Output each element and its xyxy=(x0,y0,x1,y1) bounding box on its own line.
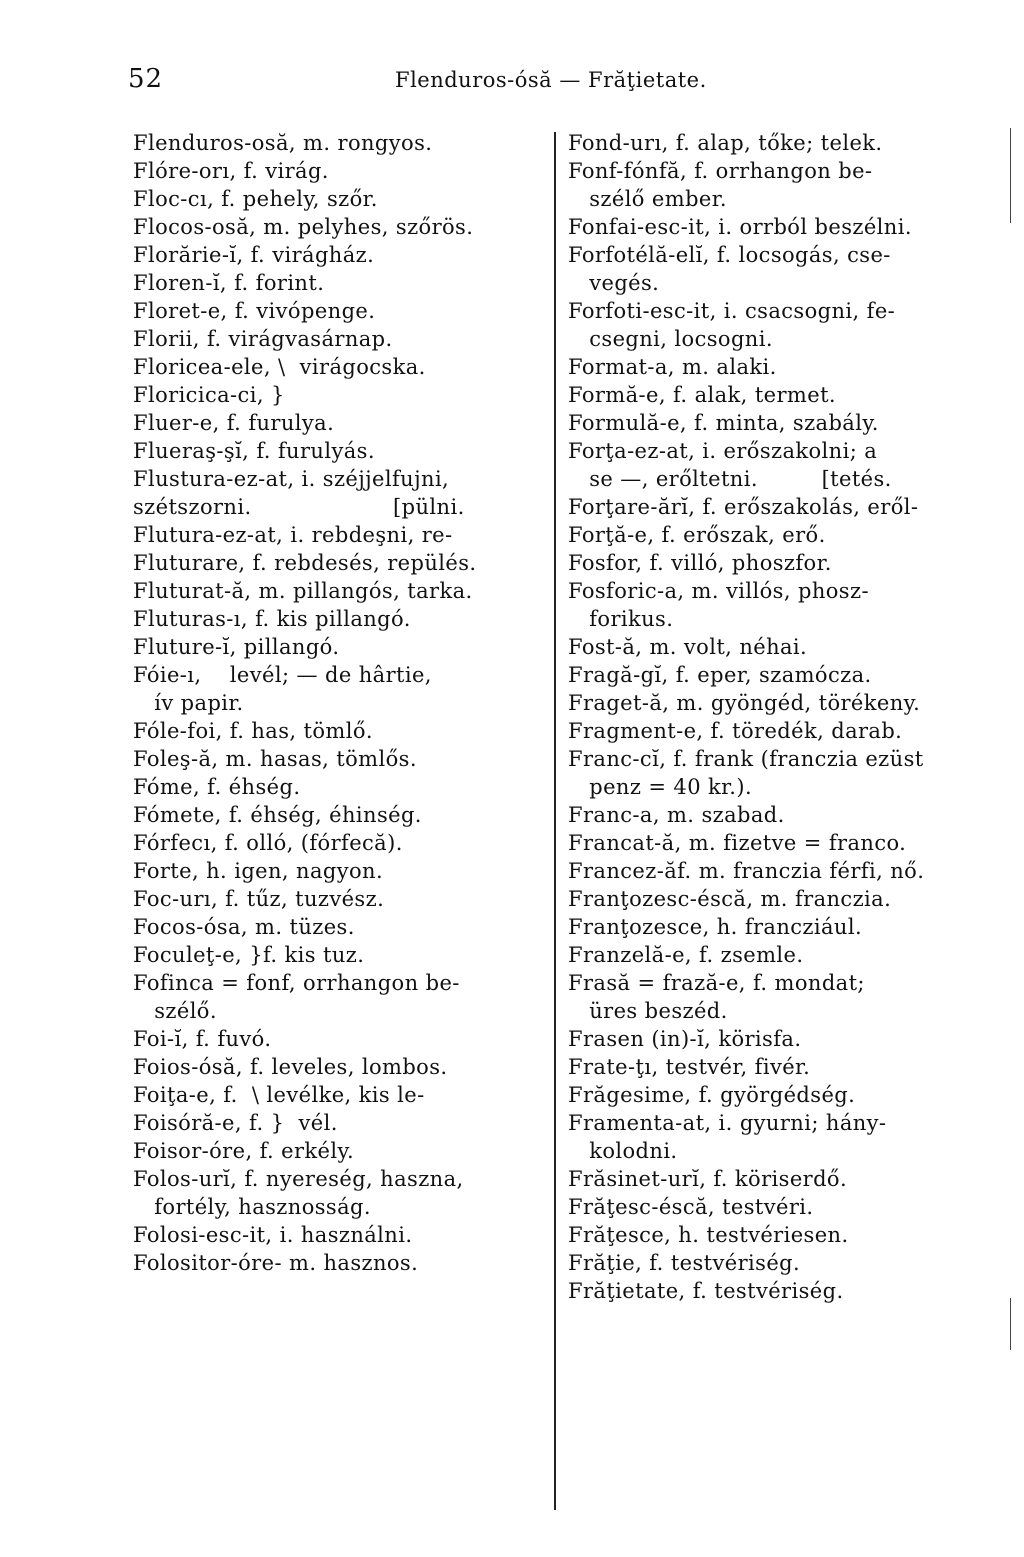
column-divider xyxy=(554,132,556,1510)
dictionary-entry-line: szélő ember. xyxy=(568,187,727,211)
dictionary-entry-line: Forte, h. igen, nagyon. xyxy=(133,859,384,883)
dictionary-entry-line: Fluer-e, f. furulya. xyxy=(133,411,335,435)
dictionary-entry-line: Frăţesce, h. testvériesen. xyxy=(568,1223,849,1247)
dictionary-entry-line: Fluturare, f. rebdesés, repülés. xyxy=(133,551,477,575)
dictionary-entry-line: Frăţesc-éscă, testvéri. xyxy=(568,1195,814,1219)
dictionary-entry-line: vegés. xyxy=(568,271,660,295)
dictionary-entry-line: Franţozesc-éscă, m. franczia. xyxy=(568,887,892,911)
dictionary-entry-line: Fómete, f. éhség, éhinség. xyxy=(133,803,422,827)
dictionary-entry-line: Foleş-ă, m. hasas, tömlős. xyxy=(133,747,417,771)
dictionary-entry-line: Foisóră-e, f. } vél. xyxy=(133,1111,338,1135)
dictionary-entry-line: Fragă-gĭ, f. eper, szamócza. xyxy=(568,663,872,687)
dictionary-entry-line: kolodni. xyxy=(568,1139,678,1163)
dictionary-entry-line: szétszorni. [pülni. xyxy=(133,495,465,519)
dictionary-entry-line: Flóre-orı, f. virág. xyxy=(133,159,329,183)
dictionary-entry-line: Fluture-ĭ, pillangó. xyxy=(133,635,340,659)
edge-mark xyxy=(1010,1298,1012,1350)
dictionary-entry-line: Fóme, f. éhség. xyxy=(133,775,301,799)
edge-mark xyxy=(1010,128,1012,223)
dictionary-entry-line: Frate-ţı, testvér, fivér. xyxy=(568,1055,811,1079)
dictionary-entry-line: Fosforic-a, m. villós, phosz- xyxy=(568,579,869,603)
dictionary-entry-line: fortély, hasznosság. xyxy=(133,1195,371,1219)
dictionary-entry-line: Frasă = frază-e, f. mondat; xyxy=(568,971,865,995)
dictionary-entry-line: Frăgesime, f. györgédség. xyxy=(568,1083,856,1107)
dictionary-entry-line: Fonf-fónfă, f. orrhangon be- xyxy=(568,159,873,183)
dictionary-entry-line: Formulă-e, f. minta, szabály. xyxy=(568,411,879,435)
dictionary-entry-line: Flustura-ez-at, i. széjjelfujni, xyxy=(133,467,450,491)
dictionary-entry-line: Fofinca = fonf, orrhangon be- xyxy=(133,971,460,995)
dictionary-entry-line: Francat-ă, m. fizetve = franco. xyxy=(568,831,907,855)
dictionary-entry-line: Fórfecı, f. olló, (fórfecă). xyxy=(133,831,403,855)
dictionary-entry-line: Florărie-ĭ, f. virágház. xyxy=(133,243,375,267)
dictionary-entry-line: Fraget-ă, m. gyöngéd, törékeny. xyxy=(568,691,921,715)
dictionary-entry-line: Flueraş-şĭ, f. furulyás. xyxy=(133,439,375,463)
dictionary-entry-line: Fluturas-ı, f. kis pillangó. xyxy=(133,607,411,631)
dictionary-entry-line: Flocos-osă, m. pelyhes, szőrös. xyxy=(133,215,474,239)
dictionary-entry-line: penz = 40 kr.). xyxy=(568,775,753,799)
dictionary-entry-line: Floricica-ci, } xyxy=(133,383,285,407)
dictionary-entry-line: Franc-cĭ, f. frank (franczia ezüst xyxy=(568,747,924,771)
dictionary-entry-line: Fluturat-ă, m. pillangós, tarka. xyxy=(133,579,473,603)
dictionary-entry-line: forikus. xyxy=(568,607,674,631)
page-number: 52 xyxy=(128,64,164,94)
right-column xyxy=(568,129,988,1305)
dictionary-entry-line: Frăţietate, f. testvériség. xyxy=(568,1279,844,1303)
dictionary-entry-line: csegni, locsogni. xyxy=(568,327,773,351)
dictionary-entry-line: Fosfor, f. villó, phoszfor. xyxy=(568,551,832,575)
dictionary-entry-line: Fragment-e, f. töredék, darab. xyxy=(568,719,903,743)
dictionary-entry-line: Foios-ósă, f. leveles, lombos. xyxy=(133,1055,448,1079)
dictionary-entry-line: Foiţa-e, f. \ levélke, kis le- xyxy=(133,1083,425,1107)
dictionary-entry-line: Folositor-óre- m. hasznos. xyxy=(133,1251,419,1275)
running-head: Flenduros-ósă — Frăţietate. xyxy=(395,68,707,92)
dictionary-entry-line: Folos-urĭ, f. nyereség, haszna, xyxy=(133,1167,464,1191)
dictionary-entry-line: szélő. xyxy=(133,999,217,1023)
dictionary-entry-line: Framenta-at, i. gyurni; hány- xyxy=(568,1111,887,1135)
dictionary-entry-line: Forfotélă-elĭ, f. locsogás, cse- xyxy=(568,243,891,267)
dictionary-entry-line: Floricea-ele, \ virágocska. xyxy=(133,355,426,379)
dictionary-entry-line: Franc-a, m. szabad. xyxy=(568,803,785,827)
dictionary-entry-line: Floren-ĭ, f. forint. xyxy=(133,271,325,295)
dictionary-entry-line: Forfoti-esc-it, i. csacsogni, fe- xyxy=(568,299,896,323)
dictionary-entry-line: Floret-e, f. vivópenge. xyxy=(133,299,376,323)
dictionary-entry-line: Foi-ĭ, f. fuvó. xyxy=(133,1027,272,1051)
dictionary-entry-line: Florii, f. virágvasárnap. xyxy=(133,327,393,351)
dictionary-entry-line: Fonfai-esc-it, i. orrból beszélni. xyxy=(568,215,912,239)
dictionary-entry-line: Franzelă-e, f. zsemle. xyxy=(568,943,804,967)
dictionary-entry-line: Flenduros-osă, m. rongyos. xyxy=(133,131,433,155)
dictionary-entry-line: se —, erőltetni. [tetés. xyxy=(568,467,892,491)
dictionary-entry-line: Fost-ă, m. volt, néhai. xyxy=(568,635,808,659)
dictionary-entry-line: Frăsinet-urĭ, f. köriserdő. xyxy=(568,1167,848,1191)
dictionary-entry-line: Foculeţ-e, }f. kis tuz. xyxy=(133,943,365,967)
dictionary-entry-line: Focos-ósa, m. tüzes. xyxy=(133,915,355,939)
left-column xyxy=(133,129,553,1277)
dictionary-entry-line: üres beszéd. xyxy=(568,999,728,1023)
dictionary-entry-line: Format-a, m. alaki. xyxy=(568,355,777,379)
dictionary-entry-line: Fóle-foi, f. has, tömlő. xyxy=(133,719,373,743)
dictionary-entry-line: Formă-e, f. alak, termet. xyxy=(568,383,836,407)
dictionary-entry-line: Fond-urı, f. alap, tőke; telek. xyxy=(568,131,883,155)
dictionary-entry-line: Forţă-e, f. erőszak, erő. xyxy=(568,523,826,547)
dictionary-entry-line: Frasen (in)-ĭ, körisfa. xyxy=(568,1027,802,1051)
dictionary-entry-line: Frăţie, f. testvériség. xyxy=(568,1251,801,1275)
dictionary-entry-line: Flutura-ez-at, i. rebdeşni, re- xyxy=(133,523,453,547)
dictionary-entry-line: Floc-cı, f. pehely, szőr. xyxy=(133,187,378,211)
dictionary-entry-line: Francez-ăf. m. franczia férfi, nő. xyxy=(568,859,925,883)
dictionary-entry-line: ív papir. xyxy=(133,691,244,715)
dictionary-entry-line: Forţa-ez-at, i. erőszakolni; a xyxy=(568,439,878,463)
dictionary-entry-line: Franţozesce, h. francziául. xyxy=(568,915,863,939)
dictionary-entry-line: Fóie-ı, levél; — de hârtie, xyxy=(133,663,432,687)
dictionary-entry-line: Foc-urı, f. tűz, tuzvész. xyxy=(133,887,385,911)
dictionary-entry-line: Foisor-óre, f. erkély. xyxy=(133,1139,355,1163)
dictionary-entry-line: Forţare-ărĭ, f. erőszakolás, eről- xyxy=(568,495,919,519)
dictionary-entry-line: Folosi-esc-it, i. használni. xyxy=(133,1223,413,1247)
